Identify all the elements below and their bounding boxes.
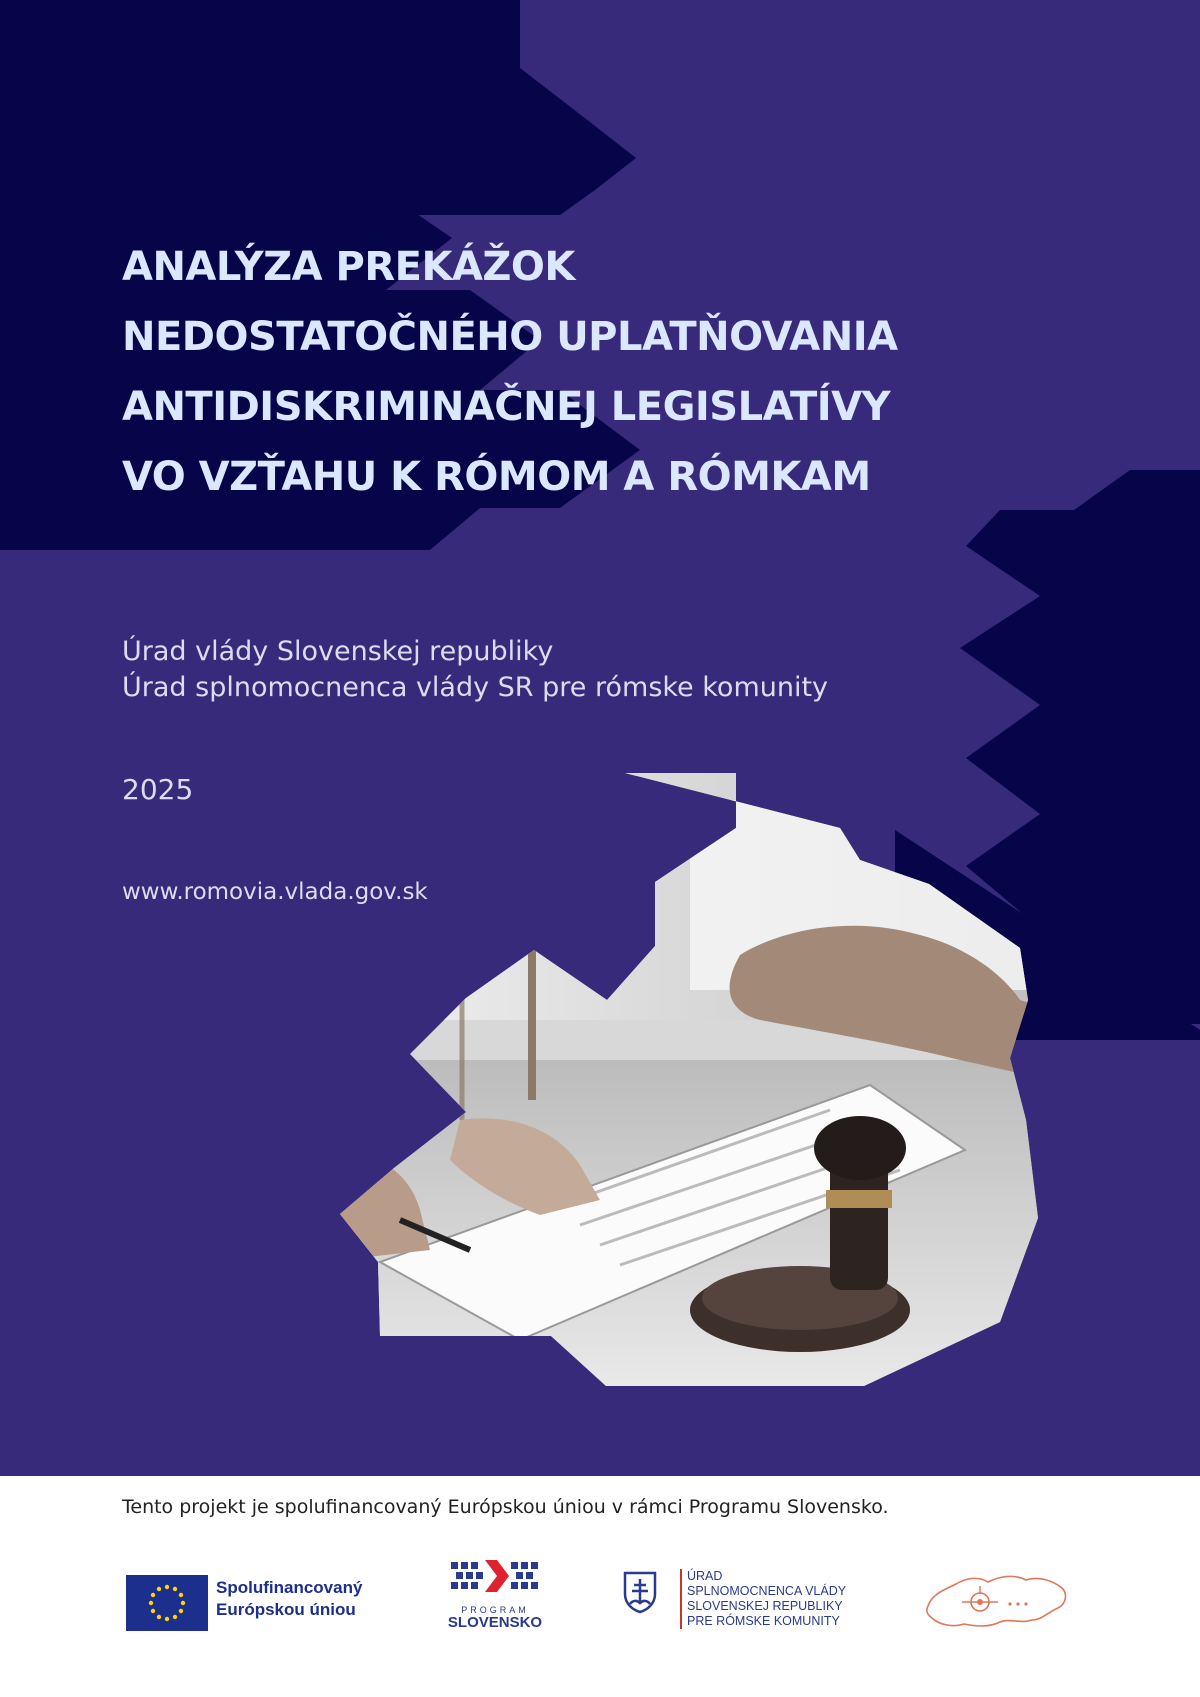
publisher-block [122, 634, 828, 706]
funding-footer [0, 1476, 1200, 1697]
office-logo-text [680, 1569, 846, 1629]
eu-logo-line-1: Spolufinancovaný [216, 1578, 363, 1597]
program-slovensko-logo [440, 1556, 550, 1631]
program-logo-bottom: SLOVENSKO [447, 1614, 543, 1631]
office-logo-line-2: SPLNOMOCNENCA VLÁDY [687, 1584, 847, 1598]
website-link[interactable]: www.romovia.vlada.gov.sk [122, 879, 428, 905]
publisher-line-1: Úrad vlády Slovenskej republiky [122, 636, 554, 667]
slovak-coat-of-arms-icon [622, 1570, 658, 1614]
slovakia-map-logo [922, 1566, 1072, 1636]
program-slovensko-mark-icon [445, 1556, 545, 1598]
publication-year: 2025 [122, 773, 194, 806]
publisher-line-2: Úrad splnomocnenca vlády SR pre rómske komunity [122, 672, 829, 703]
office-logo-line-3: SLOVENSKEJ REPUBLIKY [687, 1599, 843, 1613]
document-title [122, 232, 1022, 512]
eu-flag-icon [126, 1575, 208, 1631]
office-logo-line-1: ÚRAD [687, 1569, 723, 1583]
title-line-4: VO VZŤAHU K RÓMOM A RÓMKAM [122, 454, 871, 500]
office-logo-line-4: PRE RÓMSKE KOMUNITY [687, 1614, 840, 1628]
funding-note: Tento projekt je spolufinancovaný Európskou úniou v rámci Programu Slovensko. [122, 1496, 889, 1518]
eu-logo-text [216, 1577, 362, 1621]
title-line-2: NEDOSTATOČNÉHO UPLATŇOVANIA [122, 314, 898, 360]
program-logo-top: PROGRAM [461, 1605, 529, 1615]
title-line-3: ANTIDISKRIMINAČNEJ LEGISLATÍVY [122, 384, 891, 430]
eu-logo-line-2: Európskou úniou [216, 1600, 356, 1619]
title-line-1: ANALÝZA PREKÁŽOK [122, 244, 575, 290]
